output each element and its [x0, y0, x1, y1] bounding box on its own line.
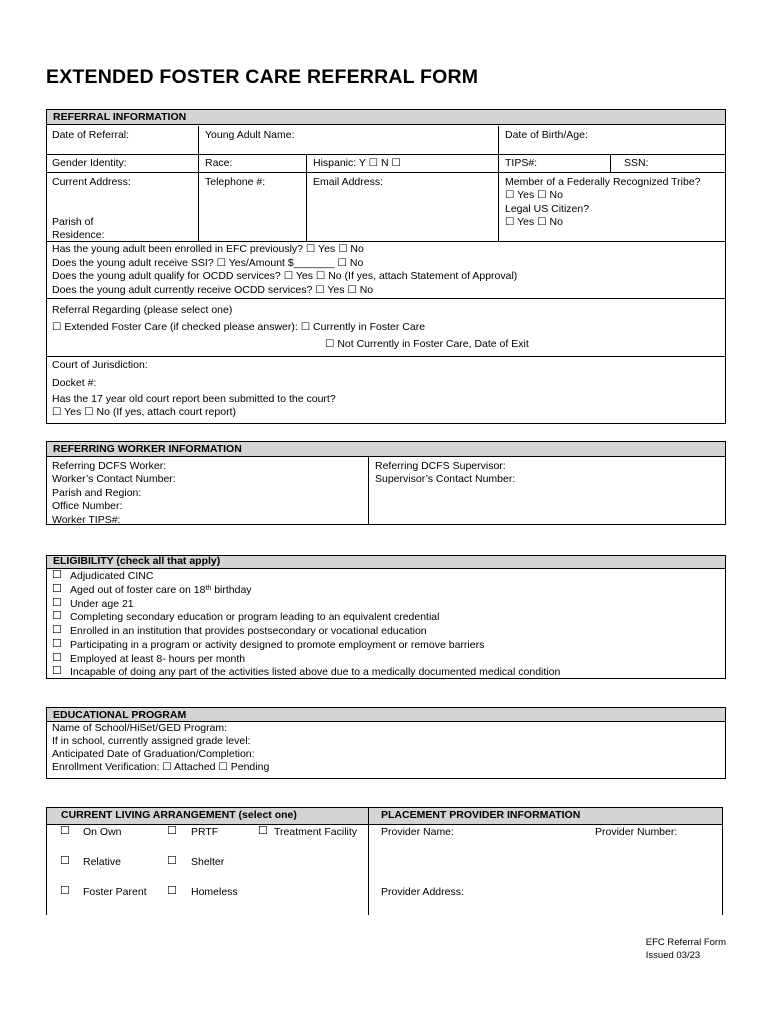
office-number-label[interactable]: Office Number:: [52, 500, 123, 512]
living-option-on-own: On Own: [83, 826, 122, 838]
checkbox-icon[interactable]: ☐: [60, 885, 70, 897]
tribe-question: Member of a Federally Recognized Tribe?: [505, 176, 701, 188]
ocdd-qualify-question[interactable]: Does the young adult qualify for OCDD services? ☐ Yes ☐ No (If yes, attach Statement of Approval): [52, 270, 518, 282]
checkbox-icon[interactable]: ☐: [52, 652, 62, 664]
section-header: ELIGIBILITY (check all that apply): [47, 556, 725, 569]
court-report-checkboxes[interactable]: ☐ Yes ☐ No (If yes, attach court report): [52, 406, 236, 418]
school-name-label[interactable]: Name of School/HiSet/GED Program:: [52, 722, 228, 734]
living-option-shelter: Shelter: [191, 856, 225, 868]
citizen-checkboxes[interactable]: ☐ Yes ☐ No: [505, 216, 563, 228]
ssi-question[interactable]: Does the young adult receive SSI? ☐ Yes/Amount $_______ ☐ No: [52, 257, 364, 269]
eligibility-item: Employed at least 8- hours per month: [70, 653, 246, 665]
checkbox-icon[interactable]: ☐: [60, 825, 70, 837]
form-title: EXTENDED FOSTER CARE REFERRAL FORM: [46, 66, 479, 88]
living-option-prtf: PRTF: [191, 826, 219, 838]
eligibility-item: Completing secondary education or program leading to an equivalent credential: [70, 611, 440, 623]
residence-label[interactable]: Residence:: [52, 229, 105, 241]
checkbox-icon[interactable]: ☐: [52, 583, 62, 595]
checkbox-icon[interactable]: ☐: [52, 638, 62, 650]
worker-contact-label[interactable]: Worker’s Contact Number:: [52, 473, 176, 485]
efc-previous-question[interactable]: Has the young adult been enrolled in EFC previously? ☐ Yes ☐ No: [52, 243, 364, 255]
dob-age-label[interactable]: Date of Birth/Age:: [505, 129, 588, 141]
checkbox-icon[interactable]: ☐: [60, 855, 70, 867]
hispanic-checkboxes[interactable]: Hispanic: Y ☐ N ☐: [313, 157, 401, 169]
date-of-referral-label[interactable]: Date of Referral:: [52, 129, 130, 141]
living-option-treatment: Treatment Facility: [274, 826, 358, 838]
checkbox-icon[interactable]: ☐: [167, 885, 177, 897]
checkbox-icon[interactable]: ☐: [52, 569, 62, 581]
race-label[interactable]: Race:: [205, 157, 233, 169]
citizen-question: Legal US Citizen?: [505, 203, 590, 215]
tribe-checkboxes[interactable]: ☐ Yes ☐ No: [505, 189, 563, 201]
checkbox-icon[interactable]: ☐: [52, 624, 62, 636]
section-header: REFERRAL INFORMATION: [47, 110, 725, 125]
living-option-relative: Relative: [83, 856, 121, 868]
docket-label[interactable]: Docket #:: [52, 377, 97, 389]
provider-header: PLACEMENT PROVIDER INFORMATION: [381, 809, 581, 821]
gender-identity-label[interactable]: Gender Identity:: [52, 157, 127, 169]
living-option-homeless: Homeless: [191, 886, 238, 898]
living-option-foster-parent: Foster Parent: [83, 886, 147, 898]
court-jurisdiction-label[interactable]: Court of Jurisdiction:: [52, 359, 148, 371]
email-label[interactable]: Email Address:: [313, 176, 384, 188]
supervisor-label[interactable]: Referring DCFS Supervisor:: [375, 460, 506, 472]
current-address-label[interactable]: Current Address:: [52, 176, 131, 188]
supervisor-contact-label[interactable]: Supervisor’s Contact Number:: [375, 473, 516, 485]
checkbox-icon[interactable]: ☐: [52, 610, 62, 622]
eligibility-item: Participating in a program or activity designed to promote employment or remove barriers: [70, 639, 485, 651]
court-report-question: Has the 17 year old court report been submitted to the court?: [52, 393, 336, 405]
footer: [646, 936, 726, 962]
footer-issued: Issued 03/23: [645, 950, 701, 961]
ocdd-current-question[interactable]: Does the young adult currently receive OCDD services? ☐ Yes ☐ No: [52, 284, 374, 296]
worker-name-label[interactable]: Referring DCFS Worker:: [52, 460, 167, 472]
efc-option[interactable]: ☐ Extended Foster Care (if checked please answer): ☐ Currently in Foster Care: [52, 321, 426, 333]
not-current-option[interactable]: ☐ Not Currently in Foster Care, Date of Exit: [325, 338, 529, 350]
section-header: REFERRING WORKER INFORMATION: [47, 442, 725, 457]
parish-of-label[interactable]: Parish of: [52, 216, 94, 228]
section-header: EDUCATIONAL PROGRAM: [47, 708, 725, 722]
checkbox-icon[interactable]: ☐: [167, 855, 177, 867]
eligibility-item: Adjudicated CINC: [70, 570, 154, 582]
telephone-label[interactable]: Telephone #:: [205, 176, 266, 188]
checkbox-icon[interactable]: ☐: [52, 665, 62, 677]
worker-tips-label[interactable]: Worker TIPS#:: [52, 514, 121, 526]
eligibility-item: Enrolled in an institution that provides postsecondary or vocational education: [70, 625, 427, 637]
young-adult-name-label[interactable]: Young Adult Name:: [205, 129, 295, 141]
checkbox-icon[interactable]: ☐: [167, 825, 177, 837]
graduation-date-label[interactable]: Anticipated Date of Graduation/Completion:: [52, 748, 255, 760]
footer-form-name: EFC Referral Form: [645, 937, 726, 948]
ssn-label[interactable]: SSN:: [624, 157, 649, 169]
grade-level-label[interactable]: If in school, currently assigned grade level:: [52, 735, 251, 747]
referral-regarding-label: Referral Regarding (please select one): [52, 304, 233, 316]
provider-name-label[interactable]: Provider Name:: [381, 826, 454, 838]
eligibility-item: Aged out of foster care on 18th birthday: [70, 584, 252, 596]
checkbox-icon[interactable]: ☐: [52, 597, 62, 609]
provider-number-label[interactable]: Provider Number:: [595, 826, 678, 838]
provider-address-label[interactable]: Provider Address:: [381, 886, 464, 898]
checkbox-icon[interactable]: ☐: [258, 825, 268, 837]
enrollment-verification[interactable]: Enrollment Verification: ☐ Attached ☐ Pending: [52, 761, 270, 773]
eligibility-item: Under age 21: [70, 598, 134, 610]
parish-region-label[interactable]: Parish and Region:: [52, 487, 142, 499]
living-header: CURRENT LIVING ARRANGEMENT (select one): [61, 809, 297, 821]
eligibility-item: Incapable of doing any part of the activities listed above due to a medically documented medical condition: [70, 666, 561, 678]
tips-label[interactable]: TIPS#:: [505, 157, 538, 169]
